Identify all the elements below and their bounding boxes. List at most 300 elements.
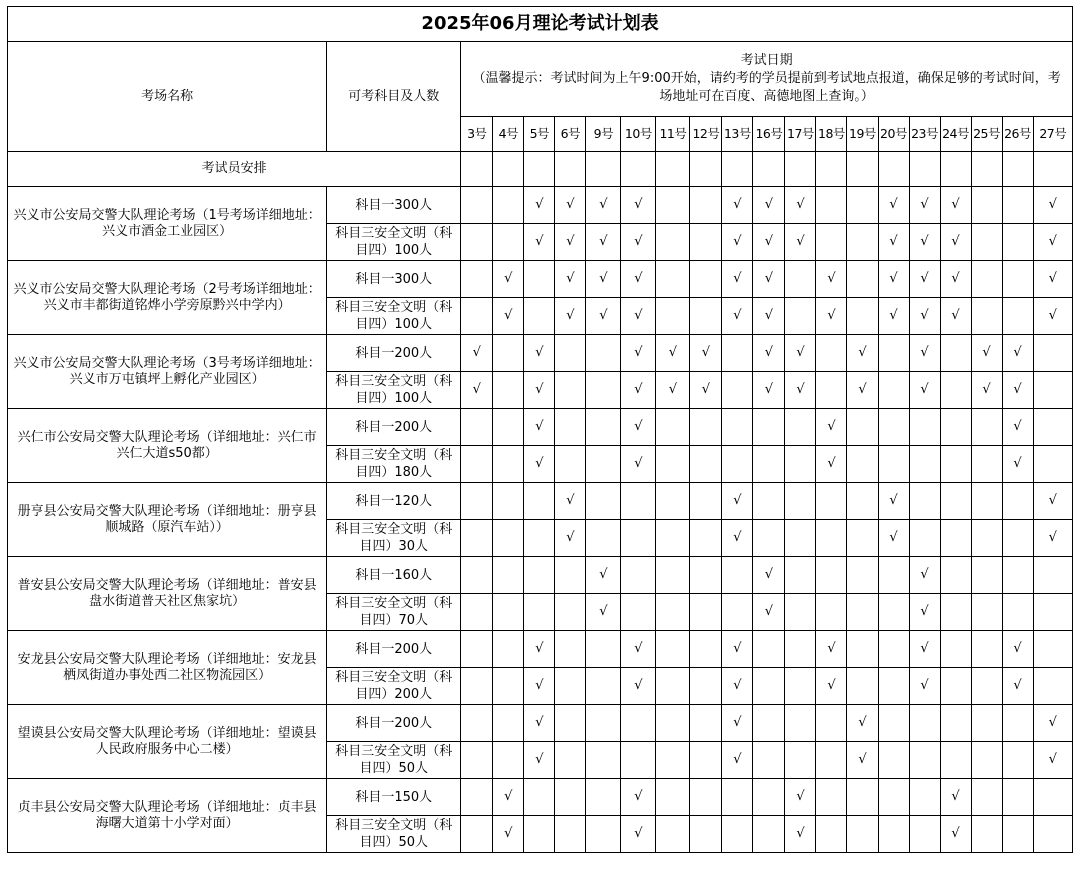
examiner-cell [621,152,656,187]
check-mark: √ [753,372,785,409]
empty-cell [1033,409,1072,446]
empty-cell [816,816,847,853]
empty-cell [656,520,690,557]
check-mark: √ [722,705,753,742]
day-header-cell: 10号 [621,117,656,152]
empty-cell [816,779,847,816]
empty-cell [690,483,722,520]
day-header-cell: 19号 [847,117,878,152]
check-mark: √ [524,631,555,668]
empty-cell [785,298,816,335]
empty-cell [1002,483,1033,520]
empty-cell [971,705,1002,742]
check-mark: √ [753,261,785,298]
check-mark: √ [971,335,1002,372]
day-header-cell: 25号 [971,117,1002,152]
empty-cell [461,409,493,446]
empty-cell [621,557,656,594]
check-mark: √ [971,372,1002,409]
empty-cell [621,594,656,631]
empty-cell [940,372,971,409]
empty-cell [555,335,586,372]
check-mark: √ [785,224,816,261]
check-mark: √ [878,187,909,224]
empty-cell [816,557,847,594]
check-mark: √ [555,483,586,520]
empty-cell [690,409,722,446]
date-header-note: （温馨提示：考试时间为上午9:00开始，请约考的学员提前到考试地点报道，确保足够的考试时间，考场地址可在百度、高德地图上查询。） [472,71,1061,104]
check-mark: √ [909,372,940,409]
check-mark: √ [816,409,847,446]
empty-cell [621,520,656,557]
empty-cell [493,483,524,520]
empty-cell [586,372,621,409]
empty-cell [722,409,753,446]
check-mark: √ [909,298,940,335]
empty-cell [656,557,690,594]
empty-cell [690,187,722,224]
empty-cell [586,816,621,853]
check-mark: √ [524,742,555,779]
empty-cell [656,631,690,668]
check-mark: √ [909,557,940,594]
empty-cell [493,335,524,372]
check-mark: √ [909,335,940,372]
empty-cell [586,446,621,483]
check-mark: √ [909,187,940,224]
check-mark: √ [847,742,878,779]
empty-cell [690,742,722,779]
venue-name: 兴义市公安局交警大队理论考场（2号考场详细地址：兴义市丰都街道铭烨小学旁原黔兴中学内） [8,261,327,335]
check-mark: √ [586,594,621,631]
empty-cell [909,816,940,853]
empty-cell [586,705,621,742]
empty-cell [555,668,586,705]
empty-cell [461,520,493,557]
check-mark: √ [1033,483,1072,520]
check-mark: √ [1033,742,1072,779]
day-header-cell: 11号 [656,117,690,152]
empty-cell [940,594,971,631]
empty-cell [656,594,690,631]
check-mark: √ [621,372,656,409]
check-mark: √ [524,446,555,483]
empty-cell [753,631,785,668]
empty-cell [785,742,816,779]
check-mark: √ [524,668,555,705]
empty-cell [555,594,586,631]
day-header-cell: 16号 [753,117,785,152]
empty-cell [971,816,1002,853]
empty-cell [690,668,722,705]
day-header-cell: 17号 [785,117,816,152]
empty-cell [816,520,847,557]
empty-cell [940,557,971,594]
examiner-cell [1002,152,1033,187]
empty-cell [555,557,586,594]
date-header [461,42,1073,117]
empty-cell [524,520,555,557]
empty-cell [1002,224,1033,261]
empty-cell [1002,557,1033,594]
subject-quota: 科目一300人 [327,187,461,224]
empty-cell [555,705,586,742]
empty-cell [971,261,1002,298]
empty-cell [656,409,690,446]
check-mark: √ [524,409,555,446]
empty-cell [493,520,524,557]
empty-cell [847,557,878,594]
table-row [8,335,1073,372]
check-mark: √ [753,187,785,224]
empty-cell [940,520,971,557]
empty-cell [847,594,878,631]
day-header-cell: 13号 [722,117,753,152]
day-header-cell: 23号 [909,117,940,152]
empty-cell [816,483,847,520]
empty-cell [461,668,493,705]
check-mark: √ [878,224,909,261]
check-mark: √ [524,187,555,224]
empty-cell [878,594,909,631]
empty-cell [722,446,753,483]
examiner-cell [847,152,878,187]
check-mark: √ [909,668,940,705]
empty-cell [753,409,785,446]
empty-cell [1002,779,1033,816]
table-title: 2025年06月理论考试计划表 [8,7,1073,42]
empty-cell [971,631,1002,668]
empty-cell [878,372,909,409]
empty-cell [1033,557,1072,594]
check-mark: √ [816,631,847,668]
empty-cell [656,224,690,261]
venue-name: 普安县公安局交警大队理论考场（详细地址：普安县盘水街道普天社区焦家坑） [8,557,327,631]
examiner-label: 考试员安排 [8,152,461,187]
check-mark: √ [524,224,555,261]
empty-cell [847,816,878,853]
empty-cell [586,335,621,372]
empty-cell [940,409,971,446]
check-mark: √ [586,224,621,261]
check-mark: √ [621,779,656,816]
empty-cell [1033,668,1072,705]
empty-cell [690,224,722,261]
check-mark: √ [909,261,940,298]
empty-cell [555,446,586,483]
check-mark: √ [785,372,816,409]
check-mark: √ [524,705,555,742]
empty-cell [493,372,524,409]
check-mark: √ [586,557,621,594]
empty-cell [940,335,971,372]
subject-quota: 科目三安全文明（科目四）200人 [327,668,461,705]
examiner-cell [461,152,493,187]
table-row [8,779,1073,816]
empty-cell [524,816,555,853]
empty-cell [753,816,785,853]
empty-cell [722,816,753,853]
check-mark: √ [555,298,586,335]
empty-cell [461,779,493,816]
subject-quota: 科目三安全文明（科目四）70人 [327,594,461,631]
empty-cell [878,409,909,446]
subject-quota: 科目一200人 [327,705,461,742]
empty-cell [878,816,909,853]
empty-cell [971,446,1002,483]
empty-cell [656,705,690,742]
empty-cell [493,631,524,668]
empty-cell [1002,261,1033,298]
empty-cell [722,372,753,409]
empty-cell [878,705,909,742]
examiner-cell [656,152,690,187]
empty-cell [461,816,493,853]
empty-cell [847,187,878,224]
empty-cell [656,816,690,853]
empty-cell [940,742,971,779]
check-mark: √ [722,224,753,261]
table-row [8,409,1073,446]
empty-cell [909,520,940,557]
empty-cell [785,668,816,705]
subject-quota: 科目三安全文明（科目四）100人 [327,298,461,335]
check-mark: √ [621,816,656,853]
empty-cell [1002,816,1033,853]
check-mark: √ [656,335,690,372]
empty-cell [1033,779,1072,816]
day-header-cell: 26号 [1002,117,1033,152]
check-mark: √ [909,594,940,631]
check-mark: √ [493,816,524,853]
subject-quota: 科目三安全文明（科目四）180人 [327,446,461,483]
empty-cell [555,409,586,446]
empty-cell [493,705,524,742]
check-mark: √ [586,298,621,335]
empty-cell [785,705,816,742]
check-mark: √ [753,335,785,372]
empty-cell [493,409,524,446]
check-mark: √ [555,520,586,557]
check-mark: √ [1002,335,1033,372]
empty-cell [555,631,586,668]
empty-cell [753,668,785,705]
empty-cell [753,742,785,779]
empty-cell [940,668,971,705]
check-mark: √ [940,779,971,816]
empty-cell [816,187,847,224]
empty-cell [753,446,785,483]
empty-cell [586,483,621,520]
empty-cell [847,409,878,446]
empty-cell [785,631,816,668]
table-row [8,705,1073,742]
empty-cell [971,483,1002,520]
subject-quota: 科目一200人 [327,631,461,668]
empty-cell [555,372,586,409]
empty-cell [1033,816,1072,853]
date-header-title: 考试日期 [740,53,793,68]
empty-cell [656,261,690,298]
empty-cell [1033,372,1072,409]
check-mark: √ [461,372,493,409]
examiner-cell [524,152,555,187]
empty-cell [493,594,524,631]
check-mark: √ [1033,187,1072,224]
empty-cell [656,446,690,483]
check-mark: √ [621,409,656,446]
examiner-cell [722,152,753,187]
subject-quota: 科目三安全文明（科目四）100人 [327,372,461,409]
check-mark: √ [940,187,971,224]
empty-cell [909,409,940,446]
empty-cell [878,335,909,372]
check-mark: √ [555,224,586,261]
empty-cell [493,224,524,261]
check-mark: √ [878,483,909,520]
empty-cell [690,557,722,594]
check-mark: √ [816,261,847,298]
empty-cell [816,372,847,409]
empty-cell [1033,446,1072,483]
day-header-cell: 27号 [1033,117,1072,152]
table-row [8,631,1073,668]
empty-cell [586,668,621,705]
check-mark: √ [847,372,878,409]
empty-cell [461,224,493,261]
check-mark: √ [940,261,971,298]
empty-cell [785,261,816,298]
check-mark: √ [1033,224,1072,261]
empty-cell [524,594,555,631]
empty-cell [816,705,847,742]
check-mark: √ [785,187,816,224]
check-mark: √ [656,372,690,409]
empty-cell [586,520,621,557]
check-mark: √ [722,631,753,668]
empty-cell [940,446,971,483]
empty-cell [971,224,1002,261]
empty-cell [1002,742,1033,779]
empty-cell [555,816,586,853]
empty-cell [656,483,690,520]
empty-cell [586,742,621,779]
day-header-cell: 6号 [555,117,586,152]
check-mark: √ [524,372,555,409]
empty-cell [940,631,971,668]
check-mark: √ [1033,261,1072,298]
empty-cell [971,520,1002,557]
subject-quota: 科目三安全文明（科目四）50人 [327,816,461,853]
empty-cell [524,298,555,335]
empty-cell [493,742,524,779]
empty-cell [690,631,722,668]
check-mark: √ [493,779,524,816]
check-mark: √ [1002,631,1033,668]
empty-cell [940,705,971,742]
title-row [8,7,1073,42]
day-header-cell: 24号 [940,117,971,152]
empty-cell [621,742,656,779]
check-mark: √ [690,372,722,409]
check-mark: √ [753,298,785,335]
empty-cell [878,557,909,594]
venue-name: 望谟县公安局交警大队理论考场（详细地址：望谟县人民政府服务中心二楼） [8,705,327,779]
check-mark: √ [722,483,753,520]
day-header-cell: 12号 [690,117,722,152]
check-mark: √ [621,631,656,668]
check-mark: √ [621,298,656,335]
empty-cell [690,594,722,631]
empty-cell [816,224,847,261]
day-header-cell: 5号 [524,117,555,152]
examiner-cell [555,152,586,187]
empty-cell [656,298,690,335]
check-mark: √ [722,742,753,779]
empty-cell [524,261,555,298]
check-mark: √ [816,446,847,483]
empty-cell [816,335,847,372]
subject-quota: 科目三安全文明（科目四）100人 [327,224,461,261]
empty-cell [656,187,690,224]
subject-quota: 科目一300人 [327,261,461,298]
check-mark: √ [621,187,656,224]
empty-cell [909,705,940,742]
empty-cell [909,483,940,520]
empty-cell [555,742,586,779]
empty-cell [753,520,785,557]
empty-cell [847,298,878,335]
empty-cell [847,668,878,705]
empty-cell [847,446,878,483]
table-row [8,557,1073,594]
check-mark: √ [461,335,493,372]
check-mark: √ [555,187,586,224]
check-mark: √ [722,261,753,298]
empty-cell [878,779,909,816]
empty-cell [847,224,878,261]
empty-cell [586,779,621,816]
header-row [8,42,1073,117]
check-mark: √ [847,705,878,742]
examiner-cell [753,152,785,187]
empty-cell [971,742,1002,779]
empty-cell [656,742,690,779]
empty-cell [586,631,621,668]
empty-cell [493,446,524,483]
day-header-cell: 18号 [816,117,847,152]
check-mark: √ [1033,298,1072,335]
empty-cell [971,187,1002,224]
check-mark: √ [493,298,524,335]
empty-cell [940,483,971,520]
empty-cell [461,446,493,483]
check-mark: √ [1033,520,1072,557]
check-mark: √ [785,816,816,853]
empty-cell [785,483,816,520]
check-mark: √ [493,261,524,298]
check-mark: √ [878,298,909,335]
empty-cell [971,779,1002,816]
check-mark: √ [940,224,971,261]
check-mark: √ [524,335,555,372]
check-mark: √ [586,261,621,298]
examiner-cell [909,152,940,187]
empty-cell [909,446,940,483]
check-mark: √ [621,261,656,298]
examiner-cell [878,152,909,187]
examiner-cell [1033,152,1072,187]
